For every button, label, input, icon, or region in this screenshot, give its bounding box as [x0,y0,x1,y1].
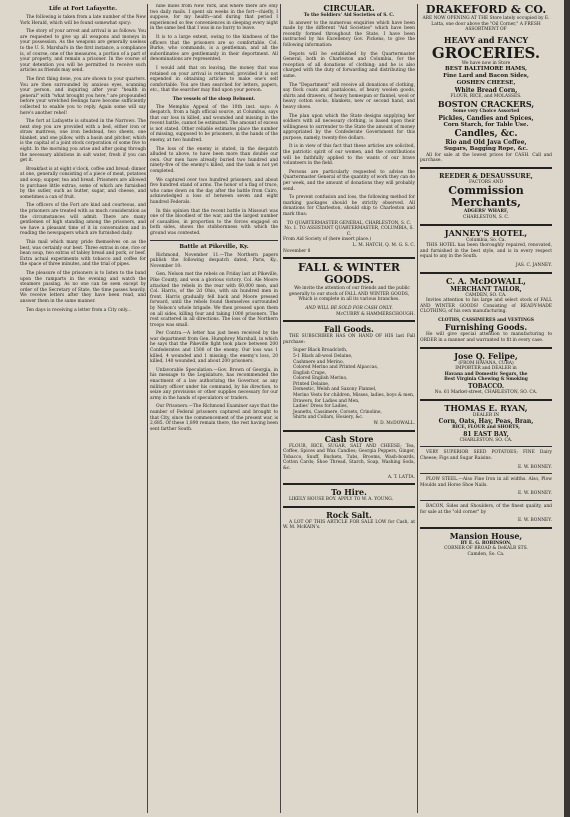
paragraph: A LOT OF THIS ARTICLE FOR SALE LOW for Cash, at W. M. McKAIN's. [283,519,415,531]
divider [150,240,278,241]
ad-note: AND WILL BE SOLD FOR CASH ONLY. [305,305,393,311]
list-item: BEST BALTIMORE HAMS, [445,66,527,73]
ad-address: No. 61 Market-street, CHARLESTON, SO. CA. [434,390,538,396]
ad-heading: Havana and Domestic Segars, the [444,371,528,377]
paragraph: Ten days is receiving a letter from a City only... [26,307,132,313]
paragraph: nine miles from New York, and where there are only two daily mails. I spent six weeks in the fort—chiefly, I suppose, for my health—and during that period I experienced so few conveniences in sleeping every night in the same bed that I was in no hurry to leave. [150,4,278,32]
paragraph: Richmond, November 11.—The Northern papers publish the following despatch dated, Paris, Ky., November 10: [150,252,278,269]
ad-heading: HEAVY and FANCY [443,34,529,45]
ad-title-mansion: Mansion House, [449,530,523,541]
signature: W. D. McDOWALL. [373,421,415,427]
ad-title-to-hire: To Hire. [331,487,367,498]
paragraph: Breakfast is at eight o'clock, coffee and bread; dinner at one, generally consisting of a piece of meat, potatoes and soup; supper, tea and bread. Prisoners are allowed to purchase little extras, some of which are furnished by the sutler, such as butter, sugar, and cheese, and sometimes a can of fruit. [20,166,146,200]
list-item: Rio and Old Java Coffee, [445,138,527,146]
paragraph: We captured over two hundred prisoners, and about five hundred stand of arms. The honor of a flag of truce, who came down on the day after the battle from Cairo, acknowledged a loss of between seven and eight hundred Federals. [150,177,278,205]
divider [420,347,552,349]
list-item: Domestic, Welsh and Saxony Flannel, [293,387,377,393]
package-mark: No. 1. TO ASSISTANT QUARTERMASTER, COLUMBIA, S. C. [284,226,414,237]
paragraph: The Memphis Appeal of the 10th inst. says: A despatch, from a high official source, at Columbus, says that our loss in killed, and wounded and missing in the recent battle, cannot be estimated. The amount of excess is not stated. Other reliable estimates place the number of missing, supposed to be prisoners, in the hands of the enemy, at two hundred. [150,104,278,144]
paragraph: Unfavorable Speculation.—Gov. Brown of Georgia, in his message to the Legislature, has recommended the enactment of a law authorizing the Governor, as any military officer under his command, by his direction, to seize any provisions or other supplies necessary for our army in the hands of speculators or traders. [150,367,278,401]
divider [420,446,552,447]
paragraph: The "Department" will receive all donations of clothing, say flock coats and pantaloons, of heavy woolen goods, shirts and drawers, of heavy homespun or flannel, wool or heavy cotton socks, blankets, new or second hand, and heavy shoes. [283,82,415,110]
column-4 [420,4,552,813]
paragraph: Our Prisoners.—The Richmond Examiner says that the number of Federal prisoners captured and brought to that City, since the commencement of the present war, is 2,685. Of these 1,890 remain there, the rest having been sent farther South. [150,404,278,432]
divider [420,500,552,501]
groceries-list [420,61,552,153]
column-2 [150,4,278,813]
list-item: Ladies' Dress for Ladies, [293,404,349,410]
list-item: Merino Vests for children, Misses, ladies, boys & men, [293,393,415,399]
column-rule [417,4,418,813]
paragraph: In this opinion that the recent battle in Missouri was one of the bloodiest of the war, and the largest number of casualties, in proportion to the forces engaged on both sides, shows the stubbornness with which the ground was contested. [150,208,278,236]
paragraph: Per Contra.—A letter has just been received by the war department from Gen. Humphrey Marshall, in which he says that the Pikeville fight took place between 200 Confederates and 1500 of the enemy. Our loss was 1 killed, 4 wounded and 1 missing; the enemy's loss, 20 killed, 140 wounded, and about 200 prisoners. [150,331,278,365]
paragraph: Persons are particularly requested to advise the Quartermaster General of the quantity of work they can do per week, and the amount of donations they will probably send. [283,169,415,192]
ad-heading: Corn, Oats, Hay, Peas, Bran, [438,418,534,426]
ad-heading: TOBACCO. [468,383,504,391]
divider [283,506,415,508]
list-item: Some very Choice Assorted [452,108,520,114]
divider [420,399,552,401]
ad-heading: RICE, FLOUR and SHORTS, [452,425,520,431]
signature: L. M. HATCH, Q. M. G. S. C. [352,242,415,248]
ad-address: CORNER OF BROAD & DeKALB STS. [444,546,528,552]
divider [283,257,415,259]
divider [283,483,415,485]
list-item: Sugars, Bagging Rope, &c. [443,145,528,152]
column-rule [147,4,148,813]
paragraph: ARE NOW OPENING AT THE Store lately occupied by E. Latta, one door above the "Oil Corner," A FRESH ASSORTMENT OF [422,16,550,33]
list-item: Candles, &c. [454,128,518,139]
list-item: Corn Starch, for Table Use. [443,121,529,128]
list-item: Fine Lard and Bacon Sides, [443,73,529,80]
list-item: White Bread Corn, [454,87,518,95]
column-1 [20,4,146,813]
paragraph: To prevent confusion and loss, the following method for marking packages should be strictly observed. All donations for Charleston, should ship to Charleston and mark thus: [283,195,415,217]
paragraph: The first thing done, you are shown to your quarters. You are then surrounded by anxious eyes, scanning your person, and inquiring after your "health in general" with "what brought you here," are propounded before your wretched feelings have become sufficiently collected to enable you to reply. Again some will say here's another rebel! [20,76,146,116]
ad-title-rock-salt: Rock Salt. [326,509,372,520]
ad-subtitle: FACTORS AND [469,179,503,185]
ad-address: ADGERS' WHARF, [463,209,509,215]
goods-list [283,348,415,421]
paragraph: It is to a large extent, owing to the kindness of the officers that the prisoners are so comfortable. Col. Burke, who commands, is a gentleman, and all the subordinates are gentlemanly in their deportment. All denominations are represented. [150,34,278,63]
column-rule [280,4,281,813]
ad-title-cash-store: Cash Store [324,433,374,444]
paragraph: All for sale at the lowest prices for CASH. Call and purchase. [420,152,552,164]
ad-subtitle: (FROM HAVANA, CUBA) [458,360,514,366]
circular-subtitle: To the Soldiers' Aid Societies of S. C. [303,13,395,18]
signature: A. T. LATTA. [387,474,415,480]
ad-heading: CLOTHS, CASSIMERES and VESTINGS [438,317,534,323]
paragraph: The plan upon which the State designs supplying her soldiers with all necessary clothing, is based upon their willingness to surrender to the State the amount of money appropriated by the Confederate Government for this purpose, namely, twenty-five dollars. [283,113,415,141]
ad-title-jose: Jose Q. Felipe, [454,350,518,361]
divider [420,272,552,274]
ad-heading: Best Virginia Chewing & Smoking [444,377,528,383]
list-item: 5-1 Black all-wool Delaine, [293,353,353,359]
list-item: GOSHEN CHEESE, [456,80,516,87]
ad-city: CHARLESTON, SO. CA. [459,437,513,443]
paragraph: FLOUR, RICE, SUGAR, SALT AND CHEESE; Tea, Coffee, Spices and Wax Candles; Georgia Peppers, Ginger, Tobacco, Snuff, Buckets, Tubs, Brooms, Wash-boards, Cotton Cards; Shoe Thread, Starch, Soap, Washing Soda, &c. [283,443,415,471]
column-3 [283,4,415,813]
paragraph: THE SUBSCRIBER HAS ON HAND OF HIS last Fall purchase: [283,334,415,345]
ad-heading-furnishing: Furnishing Goods. [444,322,528,333]
ad-city: Camden, So. Ca. [467,551,505,557]
ad-subtitle: BY E. G. ROBINSON, [460,540,512,546]
date: November 8 [283,248,311,254]
list-item: FLOUR, RICE, and MOLASSES. [450,94,522,100]
list-item: Shirts and Collars, Hosiery, &c. [293,415,364,421]
paragraph: PLOW STEEL.—Also Fine Iron in all widths. Also, Plow Moulds and Horse Shoe Nails. [420,477,552,488]
ad-heading-commission: Commission Merchants, [448,184,524,210]
package-mark: From Aid Society of (here insert place.) [283,237,372,243]
signature: E. W. BONNEY. [517,491,552,497]
signature: JAS. C. JANNEY. [515,262,552,268]
divider [283,430,415,432]
paragraph: The fort at Lafayette is situated in the Narrows. The next step you are provided with a bed, either iron or straw mattress, one iron bedstead, two sheets, one blanket, and one pillow, with a basin and pitcher, which is the capital of a joint stock corporation of some five to eight. In the morning you arise and after going through the necessary ablutions in salt water, fresh if you can get it. [20,119,146,164]
divider [420,527,552,529]
divider [420,473,552,474]
signature: E. W. BONNEY. [517,518,552,524]
divider [420,167,552,169]
signature: E. W. BONNEY. [517,464,552,470]
ad-title-drakeford: DRAKEFORD & CO. [425,4,547,16]
paragraph: The loss of the enemy is stated, in the despatch alluded to above, to have been more than double our own. Our men have already buried two hundred and ninety-five of the enemy's killed, and the task is not yet completed. [150,146,278,175]
circular-title: CIRCULAR. [323,4,375,13]
paragraph: We invite the attention of our friends and the public generally to our stock of FALL AND WINTER GOODS, Which is complete in all its various branches. [288,286,410,303]
page-edge [564,0,570,817]
paragraph: BACON, Sides and Shoulders, of the finest quality, and for sale at the "old corner" by [420,503,552,515]
divider [283,320,415,322]
ad-subtitle: Columbia, So. Ca. [466,237,506,243]
paragraph: He will give special attention to manufacturing to ORDER in a manner and warranted to fit in every case. [420,332,552,344]
list-item: Pickles, Candies and Spices, [438,114,534,122]
ad-title-mcdowall: C. A. McDOWALL, [446,275,526,286]
signature: McCURRY & HAMMERSCHOUGH. [336,311,415,317]
list-item: Cashmere and Merino, [293,359,345,365]
paragraph: I would add that on leaving, the money that was retained on your arrival is returned, provided it is not expended in obtaining articles to make one's self comfortable. You are then searched for letters, papers, etc., that the searcher may find upon your person. [150,65,278,94]
list-item: Jeanetts, Cassimere, Corsets, Crinoline, [293,409,382,415]
ad-title-janney: JANNEY'S HOTEL, [444,227,528,238]
list-item: English Crape, [293,370,327,376]
list-item: Super Black Broadcloth, [293,348,348,354]
divider [420,224,552,226]
ad-city: CHARLESTON, S. C. [463,214,509,220]
paragraph: THIS HOTEL has been thoroughly repaired, renovated, and furnished in the best style, and is in every respect equal to any in the South. [420,243,552,260]
article-title-pikeville: Battle at Pikeville, Ky. [179,243,249,250]
paragraph: The following is taken from a late number of the New York Herald, which will be found somewhat spicy: [20,15,146,26]
paragraph: It is in view of this fact that these articles are solicited, the patriotic spirit of our women, and the contributions will be faithfully applied to the wants of our brave volunteers in the field. [283,144,415,167]
ad-city: CAMDEN, SO. CA. [465,292,507,298]
paragraph: Gen. Nelson met the rebels on Friday last at Pikeville, Pike County, and won a glorious victory. Col. Ale Moore attacked the rebels in the rear with 60,000 men, and Col. Harris, of the 2d Ohio, with six hundred men in front. Harris gradually fell back and Moore pressed forward, until the rebels found themselves surrounded by Nelson's whole brigade. We then pressed upon them on all sides, killing four and taking 1000 prisoners. The rest scattered in all directions. The loss of the Northern troops was small. [150,272,278,328]
list-item: Colored English Merino, [293,376,348,382]
ad-title-thomas: THOMAS E. RYAN, [444,402,528,413]
ad-subtitle: IMPORTER and DEALER in [455,366,517,372]
ad-title-goods: GOODS. [324,273,374,287]
list-item: Colored Merino and Printed Alpaccas, [293,365,379,371]
paragraph: The pleasure of the prisoners is to listen to the band upon the ramparts in the evening and watch the steamers passing. As no one can be seen except by order of the Secretary of State, the time passes heavily. We receive letters after they have been read, and answer them in the same manner. [20,270,146,304]
ad-heading-groceries: GROCERIES. [431,43,541,62]
paragraph: This mail which many pride themselves on as the best, was certainly our best. Three extras in one, rice or bean soup, two extras of tabley bread and pork, or beef. Extra actual experiments with tobacco and coffee for the space of three minutes, and the trial of pipes. [20,239,146,268]
paragraph: Depots will be established by the Quartermaster General, both in Charleston and Columbia, for the reception of all donations of clothing; and he is also charged with the duty of forwarding and distributing the same. [283,51,415,79]
list-item: Drawers, for Ladies and Men, [293,398,360,404]
list-item: We have now in Store [461,60,511,66]
paragraph: Invites attention to his large and select stock of FALL AND WINTER GOODS! Consisting of READY-MADE CLOTHING, of his own manufacturing. [420,298,552,315]
ad-title-fall-winter: FALL & WINTER [297,261,401,275]
ad-title-fall-goods: Fall Goods. [324,324,374,335]
ad-address: 81 EAST BAY, [463,430,509,438]
package-mark: TO QUARTERMASTER GENERAL, CHARLESTON, S. C. [286,220,412,226]
paragraph: LIKELY HOUSE BOY. APPLY TO W. A. YOUNG. [289,497,394,503]
subhead: The vessels of the sloop Belmont. [172,96,256,102]
paragraph: VERY SUPERIOR SEED POTATOES; FINE Dairy Cheese; Figs and Sugar Raisins. [420,450,552,461]
paragraph: The story of your arrest and arrival is as follows: You are requested to give up all weapons and moneys in your possession. As the weapons are generally useless to the U. S. Marshal's in the first instance, a compliance is, of course, one of the measures, a portion of a part of your property, and remain a prisoner. In the course of your detention you will be permitted to receive such articles as friends may send. [20,29,146,74]
list-item: Printed Delaine, [293,381,330,387]
paragraph: In answer to the numerous enquiries which have been made by the different "Aid Societies" which have been recently formed throughout the State, I have been instructed by his Excellency Gov. Pickens, to give the following information: [283,20,415,48]
list-item: BOSTON CRACKERS, [437,98,535,109]
ad-subtitle: MERCHANT TAILOR, [450,285,522,293]
ad-title-reeder: REEDER & DESAUSSURE, [439,171,533,180]
article-title-fort-lafayette: Life at Fort Lafayette. [48,6,118,12]
paragraph: The officers of the Fort are kind and courteous, and the prisoners are treated with as much consideration as the circumstances will admit. There are many gentlemen of high standing among the prisoners, and we have a pleasant time of it in conversation and in reading the newspapers which are furnished daily. [20,203,146,237]
ad-subtitle: DEALER IN [472,412,500,418]
